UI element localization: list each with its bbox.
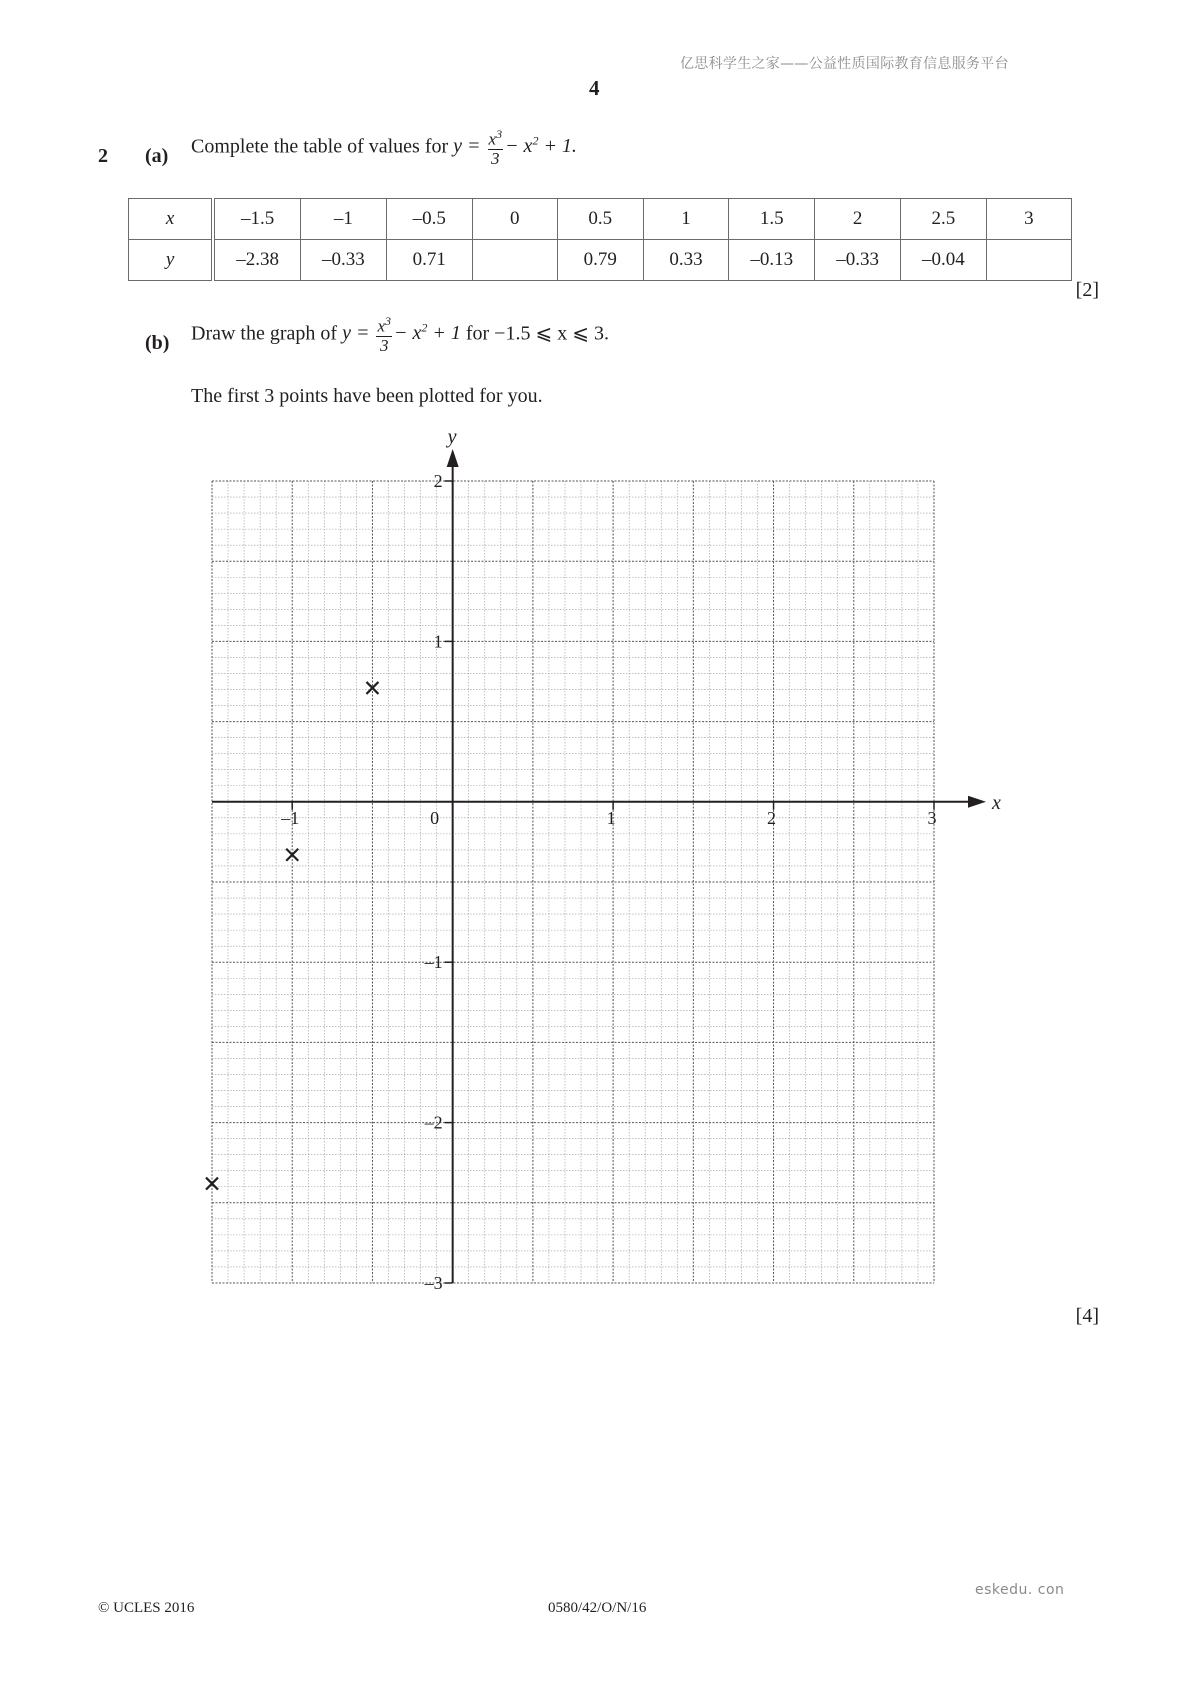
x-cell: –0.5 <box>386 199 472 240</box>
fraction: $\frac{x^3}{3}$ <box>488 127 503 168</box>
x-cell: 3 <box>986 199 1071 240</box>
question-number: 2 <box>98 145 108 167</box>
plotted-point <box>286 849 298 861</box>
y-cell: –0.33 <box>301 240 387 281</box>
x-cell: –1 <box>301 199 387 240</box>
y-tick-label: –2 <box>424 1112 443 1133</box>
y-tick-label: 1 <box>433 631 443 652</box>
footer-copyright: © UCLES 2016 <box>98 1600 195 1616</box>
x-cell: 0.5 <box>557 199 643 240</box>
x-cell: 0 <box>472 199 557 240</box>
y-cell: 0.71 <box>386 240 472 281</box>
x-cell: 2.5 <box>900 199 986 240</box>
part-a-text: Complete the table of values for <box>191 135 449 158</box>
part-b-domain: for −1.5 ⩽ x ⩽ 3. <box>465 322 609 345</box>
marks-part-b: [4] <box>1075 1305 1099 1327</box>
y-cell: –2.38 <box>213 240 300 281</box>
y-cell: 0.79 <box>557 240 643 281</box>
part-b-label: (b) <box>145 332 170 354</box>
x-cell: –1.5 <box>213 199 300 240</box>
part-b-instruction: The first 3 points have been plotted for you. <box>191 385 543 407</box>
part-b-equation: y = $\frac{x^3}{3}$ − $x^2 + 1$ <box>342 314 461 355</box>
part-a-label: (a) <box>145 145 169 167</box>
x-tick-label: 3 <box>927 807 937 828</box>
table-header-x: x <box>129 199 214 240</box>
y-cell: –0.13 <box>729 240 815 281</box>
y-axis-arrow <box>447 449 459 467</box>
x-cell: 1 <box>643 199 729 240</box>
y-tick-label: 2 <box>433 471 443 491</box>
watermark-header: 亿思科学生之家——公益性质国际教育信息服务平台 <box>680 56 1009 72</box>
x-cell: 2 <box>815 199 901 240</box>
x-tick-label: 0 <box>430 807 440 828</box>
x-tick-label: 2 <box>767 807 777 828</box>
part-b-text: Draw the graph of <box>191 322 338 345</box>
x-axis-arrow <box>968 796 986 808</box>
x-tick-label: 1 <box>606 807 616 828</box>
y-tick-label: –3 <box>424 1273 443 1293</box>
grid-major-lines <box>212 481 934 1283</box>
part-a-equation: y = $\frac{x^3}{3}$ − $x^2 + 1$. <box>453 127 577 168</box>
y-axis-label: y <box>447 426 457 448</box>
table-header-y: y <box>129 240 214 281</box>
marks-part-a: [2] <box>1075 279 1099 301</box>
x-cell: 1.5 <box>729 199 815 240</box>
y-cell: –0.33 <box>815 240 901 281</box>
watermark-footer: eskedu. con <box>975 1582 1065 1598</box>
y-cell: –0.04 <box>900 240 986 281</box>
fraction: $\frac{x^3}{3}$ <box>377 314 391 355</box>
x-axis-label: x <box>992 791 1001 814</box>
footer-paper-code: 0580/42/O/N/16 <box>548 1600 647 1616</box>
page-number: 4 <box>589 76 600 100</box>
y-cell: 0.33 <box>643 240 729 281</box>
x-tick-label: –1 <box>281 807 300 828</box>
y-tick-label: –1 <box>424 952 443 973</box>
